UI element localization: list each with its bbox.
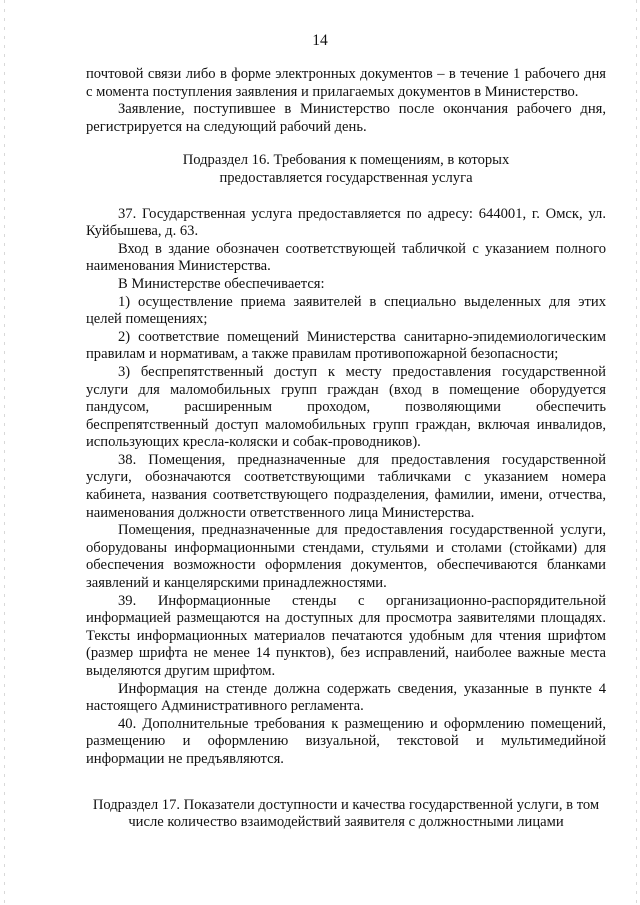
paragraph-39: 39. Информационные стенды с организационно-распорядительной информацией размещаются на доступных для просмотра заявителями площадях. Тексты информационных материалов печатаются удобным для чтения шрифтом (размер шрифта не менее 14 пунктов), без исправлений, наиболее важные места выделяются другим шрифтом.	[86, 592, 606, 679]
paragraph-provided: В Министерстве обеспечивается:	[118, 275, 325, 292]
paragraph-continuation: почтовой связи либо в форме электронных документов – в течение 1 рабочего дня с момента поступления заявления и прилагаемых документов в Министерство.	[86, 66, 606, 100]
paragraph-registration: Заявление, поступившее в Министерство после окончания рабочего дня, регистрируется на следующий рабочий день.	[86, 101, 606, 135]
scan-edge-left	[4, 0, 5, 905]
subsection-16-heading-line-1: Подраздел 16. Требования к помещениям, в которых	[182, 152, 510, 169]
document-body	[86, 66, 606, 832]
paragraph-entrance: Вход в здание обозначен соответствующей табличкой с указанием полного наименования Министерства.	[86, 240, 606, 275]
paragraph-37: 37. Государственная услуга предоставляется по адресу: 644001, г. Омск, ул. Куйбышева, д. 63.	[86, 205, 606, 240]
paragraph-equipment: Помещения, предназначенные для предоставления государственной услуги, оборудованы информационными стендами, стульями и столами (стойками) для обеспечения возможности оформления документов, обеспечиваются бланками заявлений и канцелярскими принадлежностями.	[86, 522, 606, 592]
scan-edge-right	[636, 0, 637, 905]
paragraph-stand-info: Информация на стенде должна содержать сведения, указанные в пункте 4 настоящего Административного регламента.	[86, 680, 606, 715]
list-item-3: 3) беспрепятственный доступ к месту предоставления государственной услуги для маломобильных групп граждан (вход в помещение оборудуется пандусом, расширенным проходом, позволяющими обеспечить беспрепятственный доступ маломобильных групп граждан, включая инвалидов, использующих кресла-коляски и собак-проводников).	[86, 363, 606, 451]
subsection-16-heading-line-2: предоставляется государственная услуга	[219, 169, 473, 186]
list-item-2: 2) соответствие помещений Министерства санитарно-эпидемиологическим правилам и нормативам, а также правилам противопожарной безопасности;	[86, 328, 606, 363]
paragraph-40: 40. Дополнительные требования к размещению и оформлению помещений, размещению и оформлению визуальной, текстовой и мультимедийной информации не предъявляются.	[86, 715, 606, 767]
paragraph-38: 38. Помещения, предназначенные для предоставления государственной услуги, обозначаются соответствующими табличками с указанием номера кабинета, названия соответствующего подразделения, фамилии, имени, отчества, наименования должности ответственного лица Министерства.	[86, 451, 606, 521]
list-item-1: 1) осуществление приема заявителей в специально выделенных для этих целей помещениях;	[86, 293, 606, 328]
subsection-17-heading-line-1: Подраздел 17. Показатели доступности и качества государственной услуги, в том	[92, 796, 600, 813]
page-number: 14	[312, 32, 328, 49]
subsection-17-heading-line-2: числе количество взаимодействий заявителя с должностными лицами	[128, 814, 564, 831]
